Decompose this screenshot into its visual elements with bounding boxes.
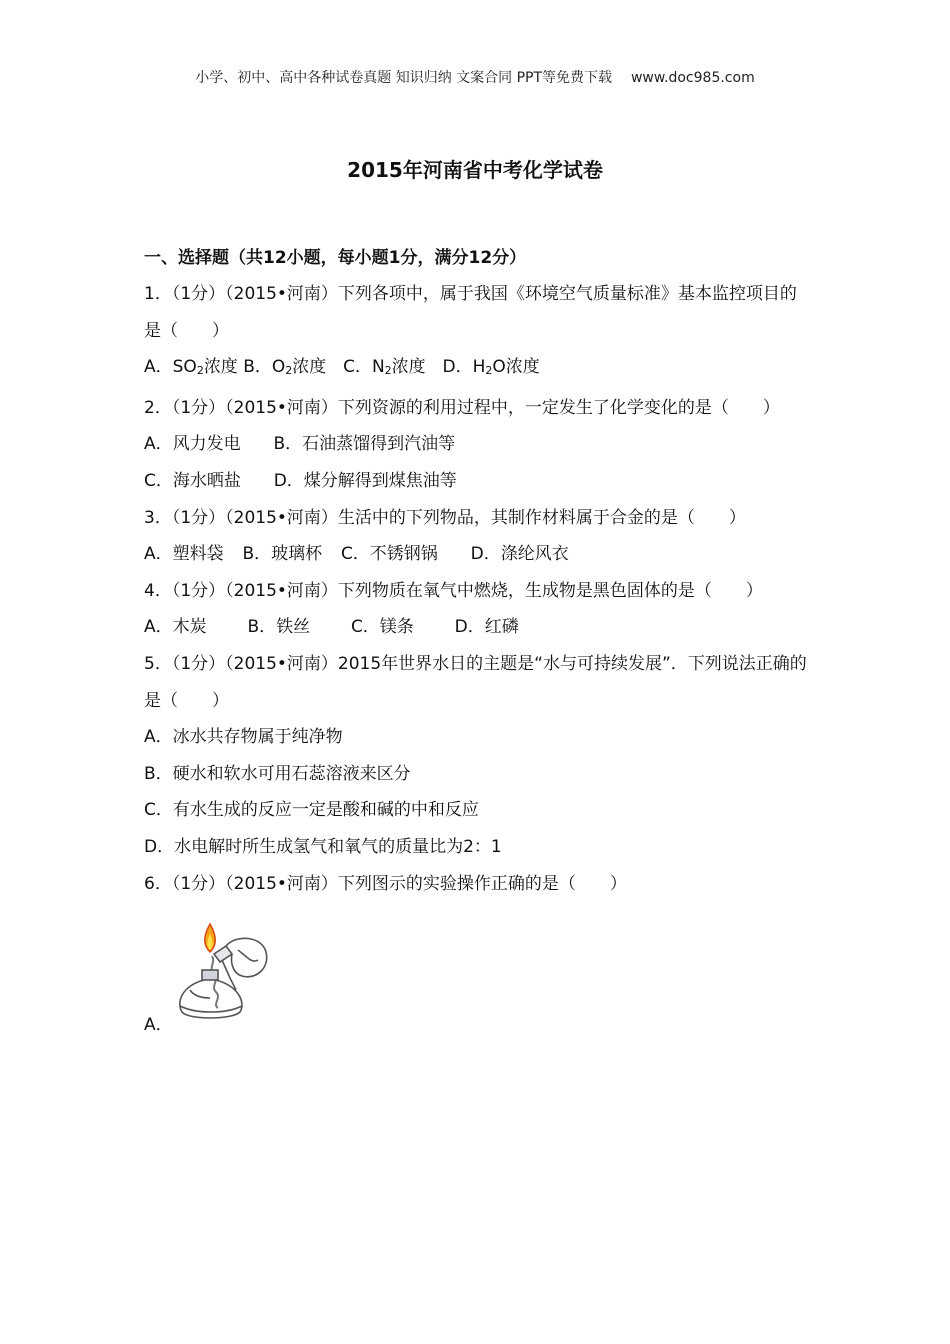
page-header [0,67,950,87]
question-4-stem: 4．（1分）（2015•河南）下列物质在氧气中燃烧，生成物是黑色固体的是（ ） [144,580,763,601]
question-2-options-row2 [144,463,809,500]
q6-option-a: A． [144,1015,173,1036]
question-6-stem: 6．（1分）（2015•河南）下列图示的实验操作正确的是（ ） [144,873,627,894]
q2-option-a: A．风力发电 [144,434,241,455]
q5-option-a: A．冰水共存物属于纯净物 [144,727,343,748]
q3-option-a: A．塑料袋 [144,544,224,565]
q3-option-b: B．玻璃杯 [242,544,323,565]
exam-content [144,240,809,1037]
question-2-stem: 2．（1分）（2015•河南）下列资源的利用过程中，一定发生了化学变化的是（ ） [144,397,780,418]
q4-option-b: B．铁丝 [247,617,311,638]
question-3-stem: 3．（1分）（2015•河南）生活中的下列物品，其制作材料属于合金的是（ ） [144,507,746,528]
q2-option-c: C．海水晒盐 [144,470,241,491]
page-title: 2015年河南省中考化学试卷 [347,158,603,182]
q4-option-d: D．红磷 [454,617,519,638]
q5-option-b: B．硬水和软水可用石蕊溶液来区分 [144,763,411,784]
q3-option-c: C．不锈钢锅 [340,544,438,565]
q3-option-d: D．涤纶风衣 [470,544,569,565]
q2-option-b: B．石油蒸馏得到汽油等 [273,434,456,455]
header-text: 小学、初中、高中各种试卷真题 知识归纳 文案合同 PPT等免费下载 [195,70,613,86]
question-1-options [144,349,809,390]
q1-option-d: D．$H_2O$浓度 [442,357,540,378]
q6-option-a-row [144,902,809,1037]
question-3-options [144,536,809,573]
question-4-options [144,609,809,646]
question-5-stem: 5．（1分）（2015•河南）2015年世界水日的主题是“水与可持续发展”．下列说法正确的是（ ） [144,653,807,711]
q4-option-a: A．木炭 [144,617,207,638]
question-2-options-row1 [144,426,809,463]
q2-option-d: D．煤分解得到煤焦油等 [273,470,457,491]
section-heading: 一、选择题（共12小题，每小题1分，满分12分） [144,248,527,268]
q5-option-d: D．水电解时所生成氢气和氧气的质量比为2：1 [144,836,502,857]
header-site[interactable]: www.doc985.com [630,70,755,86]
alcohol-lamp-illustration [172,916,272,1026]
question-1-stem: 1．（1分）（2015•河南）下列各项中，属于我国《环境空气质量标准》基本监控项目的是（ ） [144,284,797,341]
q1-option-a: A．$SO_2$浓度 [144,357,238,378]
q5-option-c: C．有水生成的反应一定是酸和碱的中和反应 [144,800,479,821]
q1-option-b: B．$O_2$浓度 [243,357,327,378]
q4-option-c: C．镁条 [350,617,414,638]
q1-option-c: C．$N_2$浓度 [343,357,426,378]
